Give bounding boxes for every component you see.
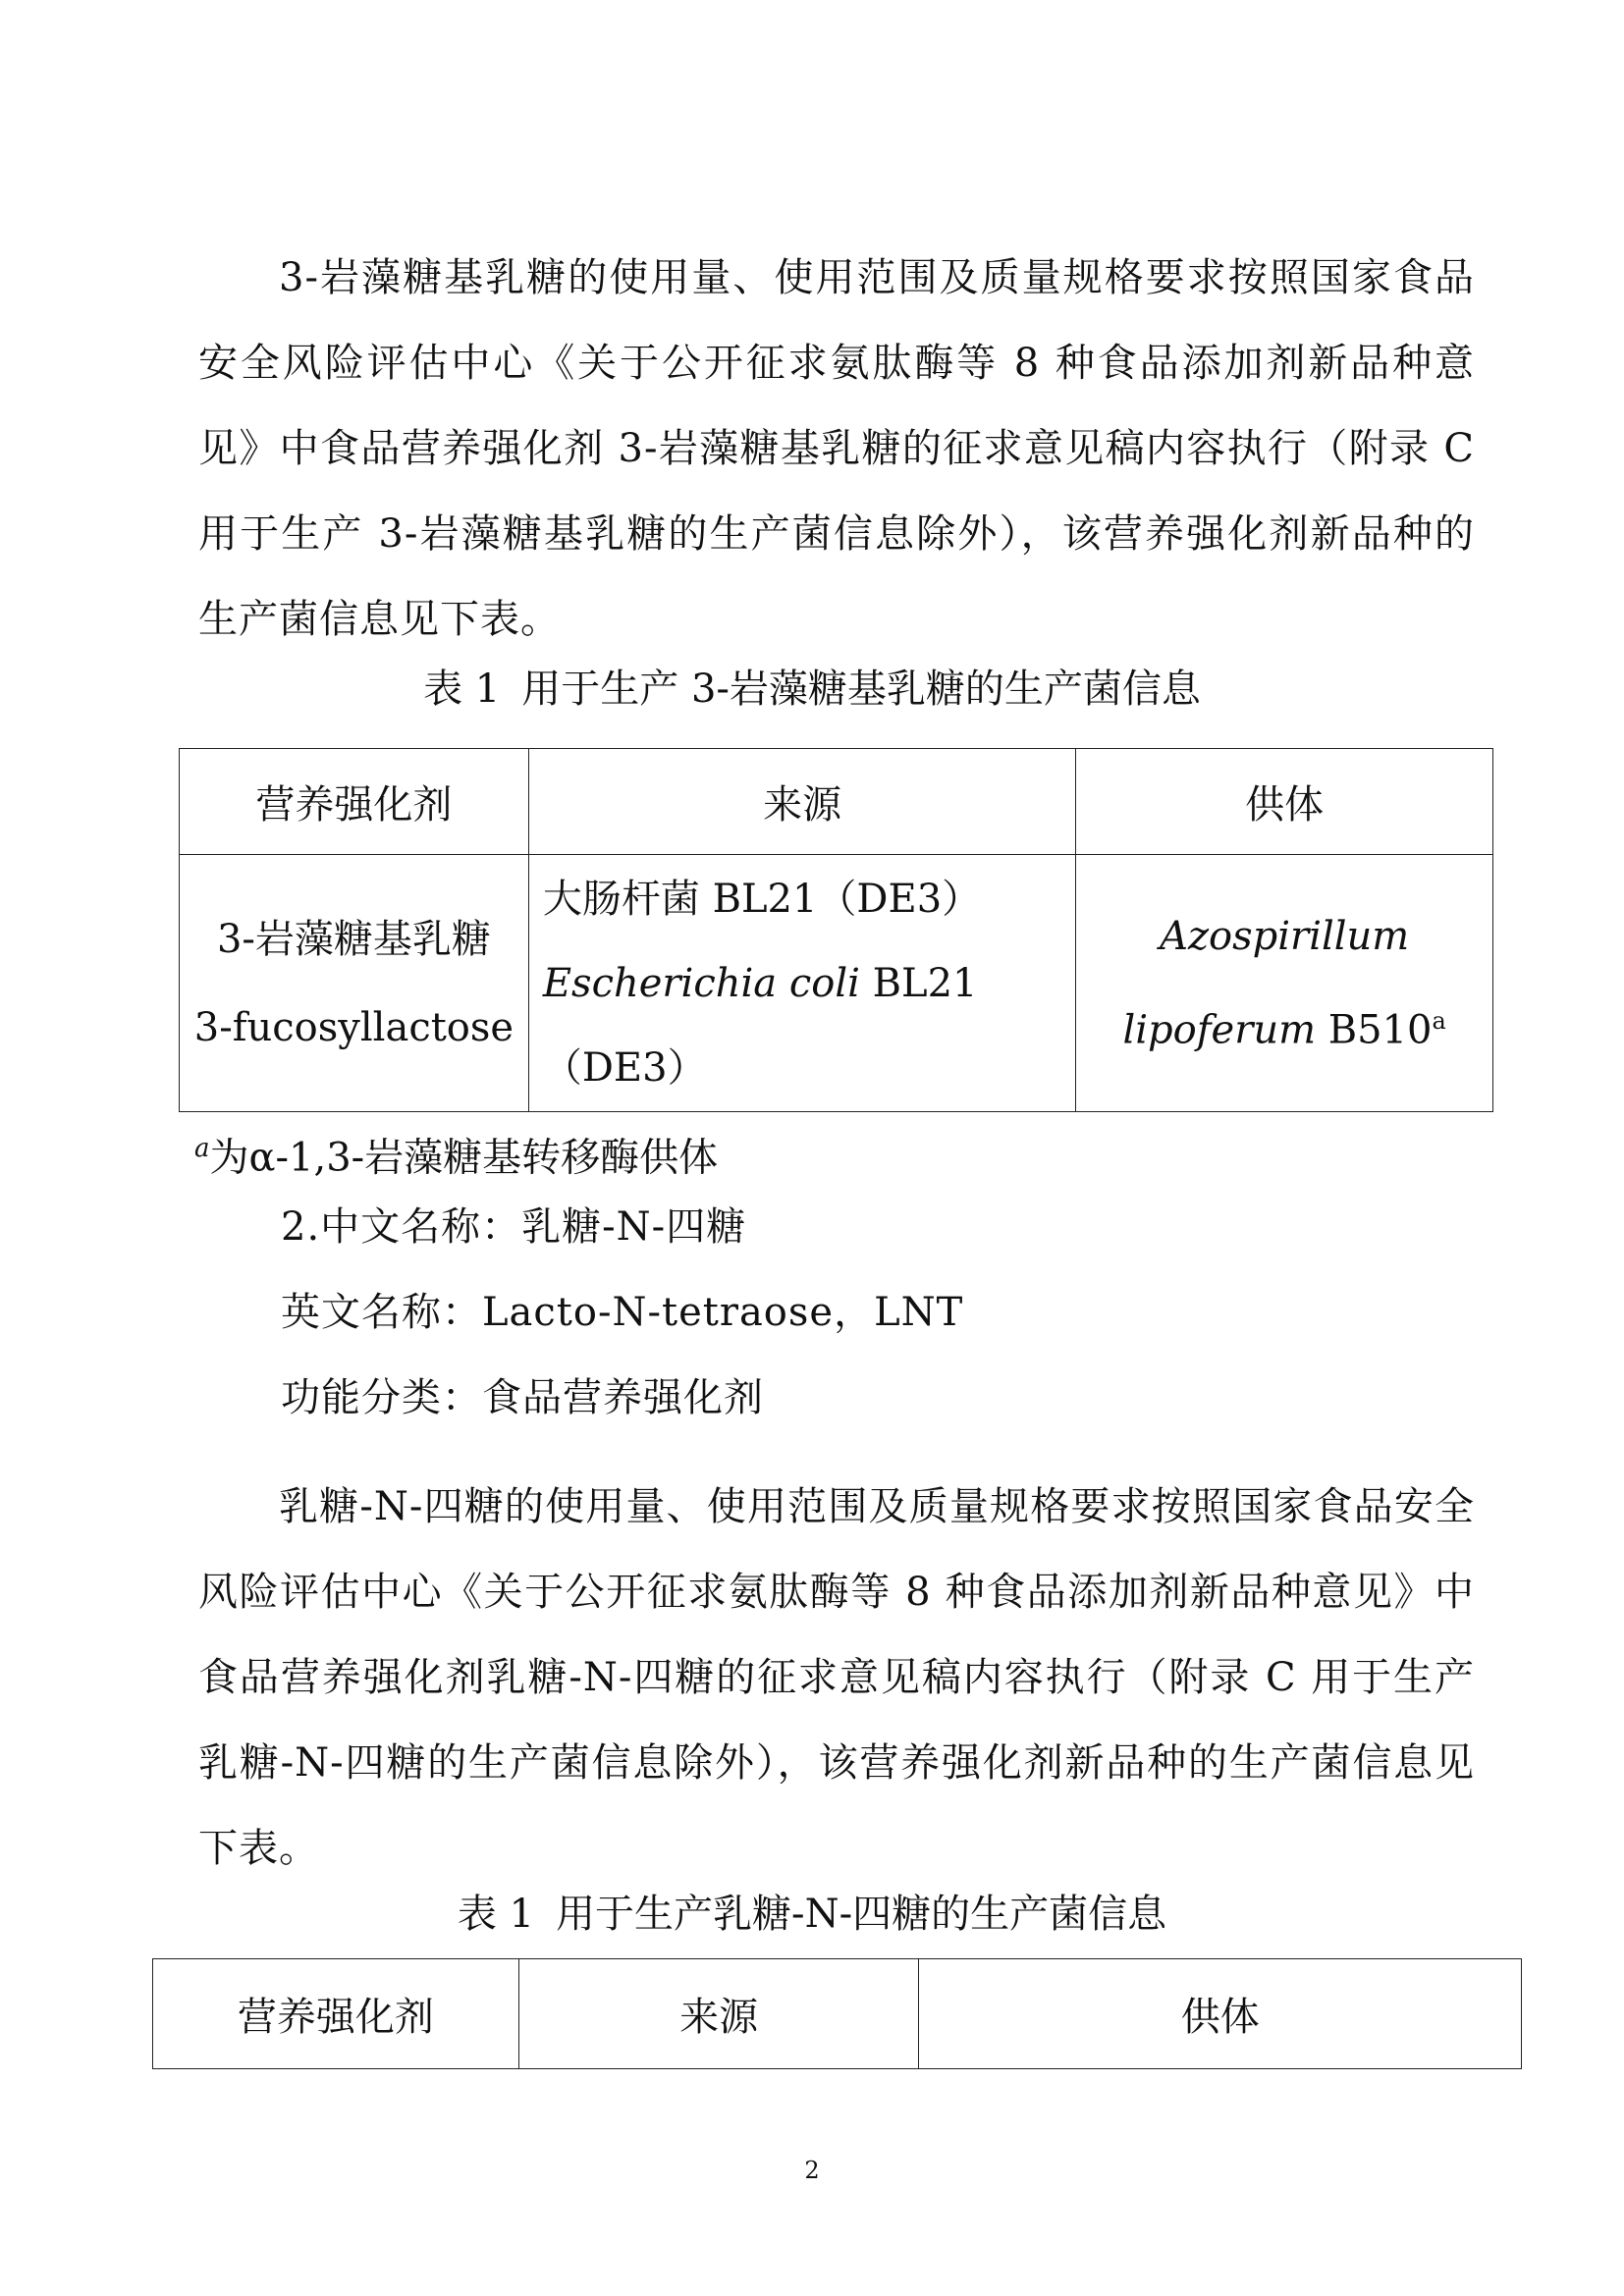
table2-header-source: 来源 (518, 1959, 919, 2069)
source-name-latin-line (543, 941, 1075, 1026)
table-row (180, 855, 1493, 1112)
item2-category: 功能分类：食品营养强化剂 (281, 1375, 764, 1420)
donor-strain: B510 (1316, 1007, 1433, 1053)
table1-header-source: 来源 (528, 749, 1075, 855)
footnote-mark: a (194, 1134, 210, 1163)
fortifier-name-cn: 3-岩藻糖基乳糖 (216, 916, 491, 962)
source-name-cn: 大肠杆菌 BL21（DE3） (542, 876, 982, 922)
footnote-text: 为α-1,3-岩藻糖基转移酶供体 (209, 1135, 719, 1181)
table1-source-cell (528, 855, 1075, 1112)
table1-header-fortifier: 营养强化剂 (180, 749, 529, 855)
table2-caption (0, 1885, 1624, 1944)
table2-header-row (153, 1959, 1522, 2069)
table1-header-row (180, 749, 1493, 855)
table1-caption (0, 660, 1624, 719)
donor-species: lipoferum (1122, 1007, 1317, 1053)
table1-caption-number: 表 1 (423, 667, 501, 712)
table2 (152, 1958, 1522, 2069)
item2-chinese-name: 2.中文名称：乳糖-N-四糖 (281, 1204, 747, 1250)
table2-caption-title: 用于生产乳糖-N-四糖的生产菌信息 (556, 1892, 1167, 1937)
source-latin: Escherichia coli (542, 960, 860, 1006)
donor-species-line (1076, 979, 1492, 1072)
table2-header-donor: 供体 (919, 1959, 1522, 2069)
item2-english-name: 英文名称：Lacto-N-tetraose，LNT (281, 1290, 964, 1335)
table1-footnote (194, 1119, 718, 1187)
table2-header-fortifier: 营养强化剂 (153, 1959, 519, 2069)
table1-donor-cell (1076, 855, 1493, 1112)
table1-fortifier-cell (180, 855, 529, 1112)
intro-paragraph-lnt: 乳糖-N-四糖的使用量、使用范围及质量规格要求按照国家食品安全风险评估中心《关于公开征求氨肽酶等 8 种食品添加剂新品种意见》中食品营养强化剂乳糖-N-四糖的征求意见稿内容执行（附录 C 用于生产乳糖-N-四糖的生产菌信息除外），该营养强化剂新品种的生产菌信息见下表。 (198, 1484, 1475, 1871)
donor-footnote-mark: a (1432, 1006, 1446, 1035)
source-strain-suffix: （DE3） (542, 1044, 707, 1091)
table1 (179, 748, 1493, 1112)
table1-header-donor: 供体 (1076, 749, 1493, 855)
table1-caption-title: 用于生产 3-岩藻糖基乳糖的生产菌信息 (521, 667, 1201, 712)
table2-caption-number: 表 1 (457, 1892, 535, 1937)
intro-paragraph-3fl: 3-岩藻糖基乳糖的使用量、使用范围及质量规格要求按照国家食品安全风险评估中心《关于公开征求氨肽酶等 8 种食品添加剂新品种意见》中食品营养强化剂 3-岩藻糖基乳糖的征求意见稿内容执行（附录 C 用于生产 3-岩藻糖基乳糖的生产菌信息除外），该营养强化剂新品种的生产菌信息见下表。 (198, 255, 1475, 642)
donor-genus: Azospirillum (1160, 913, 1410, 959)
page-number: 2 (804, 2157, 820, 2184)
fortifier-name-en: 3-fucosyllactose (193, 1004, 514, 1050)
source-strain: BL21 (859, 960, 978, 1006)
